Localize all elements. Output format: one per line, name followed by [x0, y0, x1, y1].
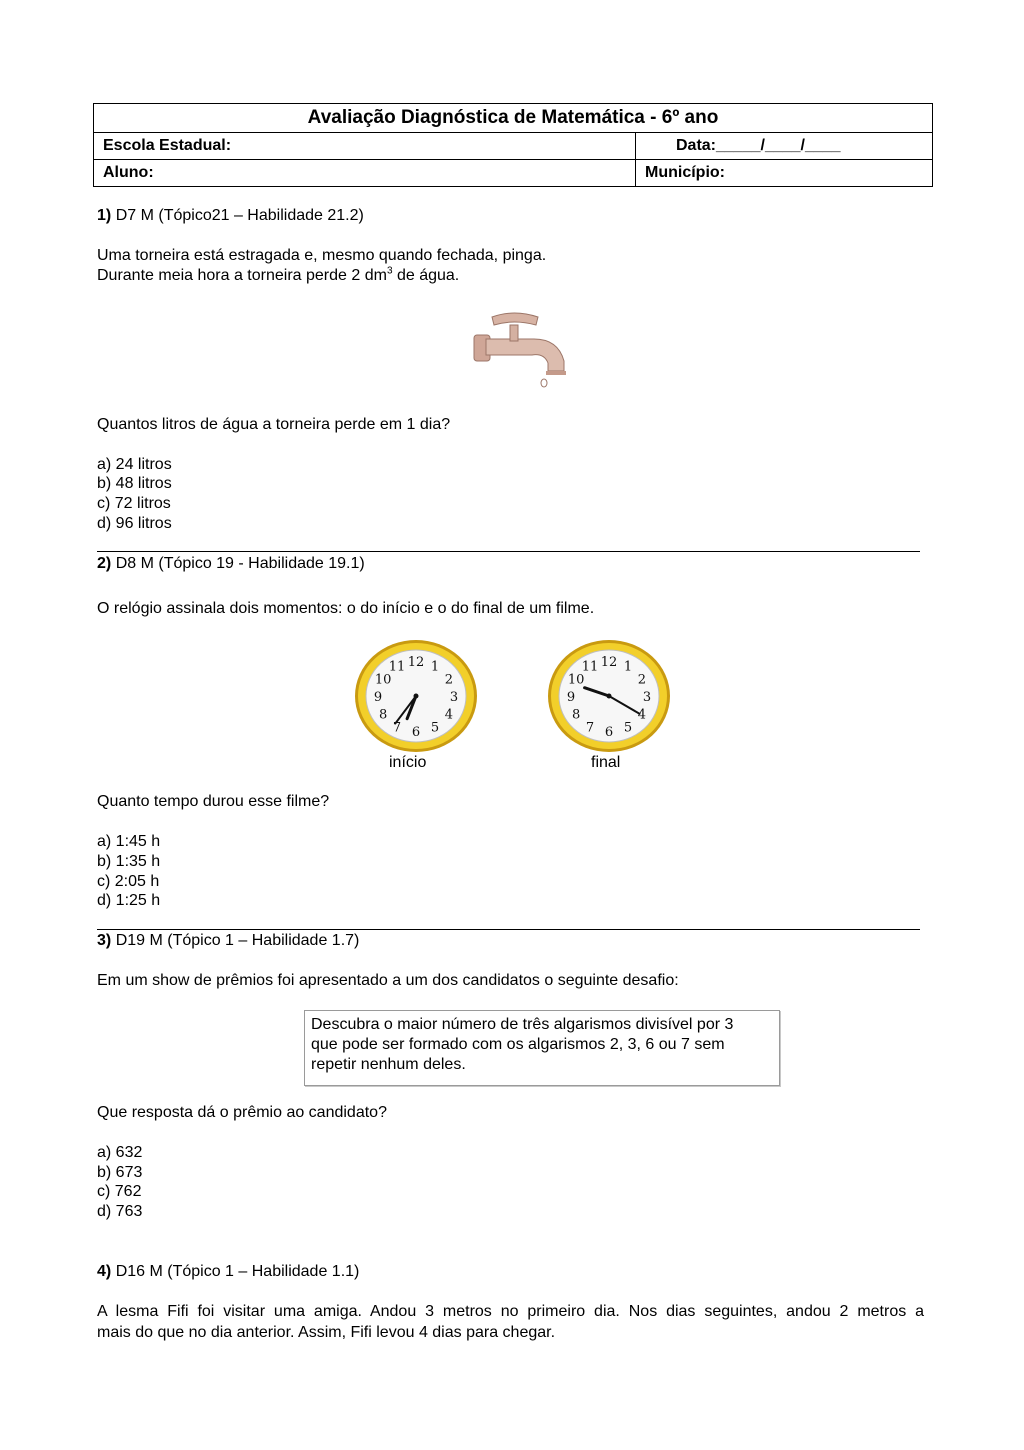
clock-numeral: 8 [378, 707, 388, 723]
q4-line1: A lesma Fifi foi visitar uma amiga. Andou 3 metros no primeiro dia. Nos dias seguintes, andou 2 metros a [97, 1303, 924, 1320]
challenge-line: Descubra o maior número de três algarismos divisível por 3 [311, 1016, 734, 1033]
q4-line2: mais do que no dia anterior. Assim, Fifi levou 4 dias para chegar. [97, 1324, 556, 1341]
clock-end-icon [546, 638, 672, 754]
q1-line2-tail: de água. [392, 267, 460, 284]
q1-line2 [97, 266, 459, 286]
q1-option-a[interactable]: a) 24 litros [97, 456, 172, 473]
q1-option-b[interactable]: b) 48 litros [97, 475, 172, 492]
clock-numeral: 12 [407, 655, 425, 670]
q3-number: 3) [97, 932, 112, 949]
clock-numeral: 5 [623, 720, 633, 736]
q4-heading [97, 1262, 359, 1282]
student-field: Aluno: [94, 160, 636, 187]
q3-option-a[interactable]: a) 632 [97, 1144, 143, 1161]
challenge-line: que pode ser formado com os algarismos 2, 3, 6 ou 7 sem [311, 1036, 725, 1053]
q1-superscript: 3 [386, 265, 393, 277]
q2-question: Quanto tempo durou esse filme? [97, 793, 330, 810]
q3-code: D19 M (Tópico 1 – Habilidade 1.7) [115, 932, 360, 949]
q4-statement [97, 1301, 924, 1343]
clock-numeral: 10 [374, 672, 392, 688]
clock-start-caption: início [389, 754, 427, 771]
clock-numeral: 5 [430, 720, 440, 736]
clock-numeral: 10 [567, 672, 585, 688]
clock-numeral: 2 [637, 672, 647, 688]
clock-numeral: 6 [604, 725, 614, 740]
clock-numeral: 2 [444, 672, 454, 688]
city-field: Município: [636, 160, 933, 187]
q3-statement: Em um show de prêmios foi apresentado a um dos candidatos o seguinte desafio: [97, 972, 679, 989]
clock-numeral: 8 [571, 707, 581, 723]
clock-numeral: 3 [642, 690, 652, 705]
q3-option-c[interactable]: c) 762 [97, 1183, 142, 1200]
clock-numeral: 9 [566, 690, 576, 705]
challenge-box [304, 1010, 780, 1086]
q3-heading [97, 931, 359, 951]
q2-heading [97, 554, 365, 574]
q2-number: 2) [97, 555, 112, 572]
q1-code: D7 M (Tópico21 – Habilidade 21.2) [115, 207, 364, 224]
q3-option-d[interactable]: d) 763 [97, 1203, 143, 1220]
q1-question: Quantos litros de água a torneira perde em 1 dia? [97, 416, 451, 433]
clock-numeral: 4 [444, 707, 454, 723]
clock-numeral: 11 [388, 659, 406, 675]
clock-numeral: 6 [411, 725, 421, 740]
q4-code: D16 M (Tópico 1 – Habilidade 1.1) [115, 1263, 360, 1280]
q1-line1: Uma torneira está estragada e, mesmo quando fechada, pinga. [97, 247, 547, 264]
clock-numeral: 7 [392, 720, 402, 736]
q1-number: 1) [97, 207, 112, 224]
q2-option-d[interactable]: d) 1:25 h [97, 892, 161, 909]
clock-numeral: 11 [581, 659, 599, 675]
q4-number: 4) [97, 1263, 112, 1280]
q1-option-d[interactable]: d) 96 litros [97, 515, 172, 532]
clock-numeral: 12 [600, 655, 618, 670]
separator-2 [97, 929, 920, 930]
clock-end-caption: final [591, 754, 621, 771]
q2-statement: O relógio assinala dois momentos: o do início e o do final de um filme. [97, 600, 595, 617]
clock-numeral: 7 [585, 720, 595, 736]
q3-option-b[interactable]: b) 673 [97, 1164, 143, 1181]
faucet-icon [466, 305, 586, 393]
clock-start-icon [353, 638, 479, 754]
clock-numeral: 1 [623, 659, 633, 675]
q1-line2-text: Durante meia hora a torneira perde 2 dm [97, 267, 387, 284]
page-title: Avaliação Diagnóstica de Matemática - 6º ano [94, 104, 933, 133]
clock-numeral: 4 [637, 707, 647, 723]
clock-numeral: 1 [430, 659, 440, 675]
clock-numeral: 9 [373, 690, 383, 705]
q2-option-a[interactable]: a) 1:45 h [97, 833, 161, 850]
q2-code: D8 M (Tópico 19 - Habilidade 19.1) [115, 555, 365, 572]
clock-numeral: 3 [449, 690, 459, 705]
q2-option-c[interactable]: c) 2:05 h [97, 873, 160, 890]
separator-1 [97, 551, 920, 552]
school-field: Escola Estadual: [94, 133, 636, 160]
q1-heading [97, 206, 364, 226]
q2-option-b[interactable]: b) 1:35 h [97, 853, 161, 870]
date-field: Data:_____/____/____ [636, 133, 933, 160]
q3-question: Que resposta dá o prêmio ao candidato? [97, 1104, 387, 1121]
q1-option-c[interactable]: c) 72 litros [97, 495, 171, 512]
challenge-line: repetir nenhum deles. [311, 1056, 466, 1073]
header-table [93, 103, 933, 187]
